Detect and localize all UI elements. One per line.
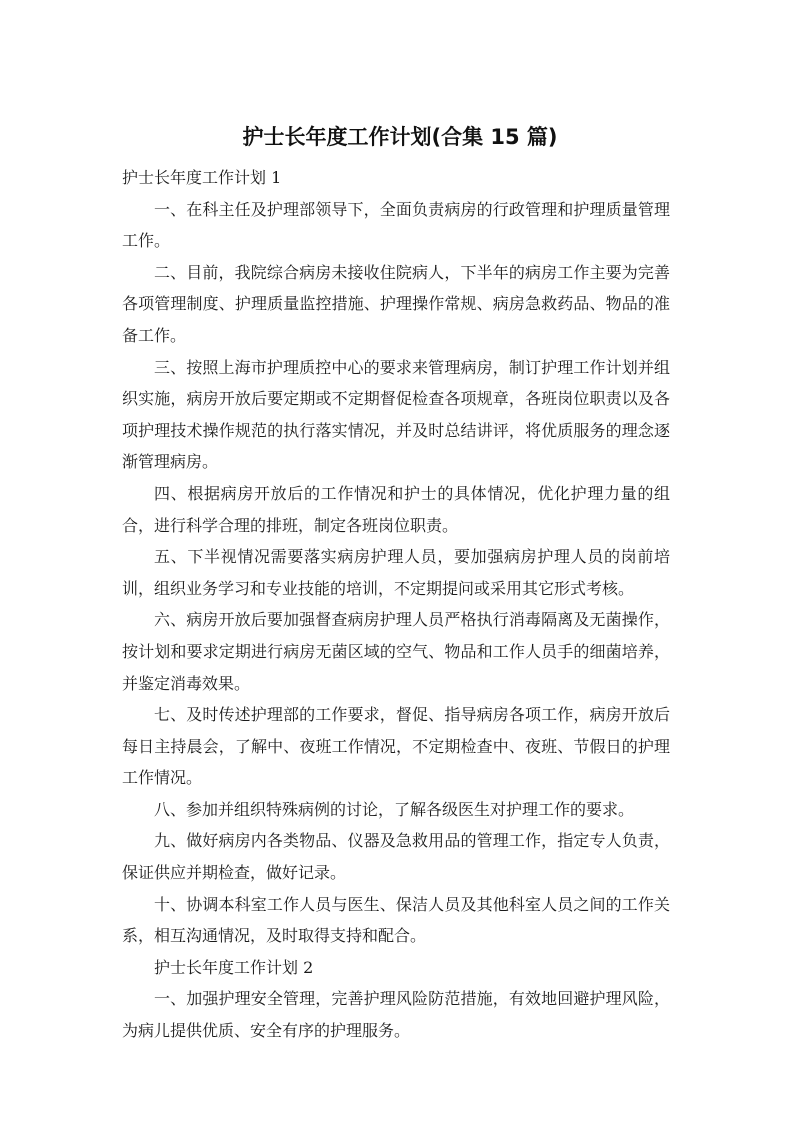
- paragraph: 五、下半视情况需要落实病房护理人员，要加强病房护理人员的岗前培训，组织业务学习和专业技能的培训，不定期提问或采用其它形式考核。: [122, 547, 670, 598]
- section-heading-1: 护士长年度工作计划 1: [122, 168, 282, 187]
- paragraph: 八、参加并组织特殊病例的讨论，了解各级医生对护理工作的要求。: [154, 799, 635, 819]
- paragraph: 一、在科主任及护理部领导下，全面负责病房的行政管理和护理质量管理工作。: [122, 199, 670, 251]
- paragraph: 十、协调本科室工作人员与医生、保洁人员及其他科室人员之间的工作关系，相互沟通情况，及时取得支持和配合。: [122, 894, 670, 946]
- paragraph: 三、按照上海市护理质控中心的要求来管理病房，制订护理工作计划并组织实施，病房开放后要定期或不定期督促检查各项规章，各班岗位职责以及各项护理技术操作规范的执行落实情况，并及时总结讲评，将优质服务的理念逐渐管理病房。: [122, 357, 670, 472]
- document-title: 护士长年度工作计划(合集 15 篇): [242, 125, 558, 149]
- paragraph: 七、及时传述护理部的工作要求，督促、指导病房各项工作，病房开放后每日主持晨会，了解中、夜班工作情况，不定期检查中、夜班、节假日的护理工作情况。: [122, 705, 670, 788]
- paragraph: 九、做好病房内各类物品、仪器及急救用品的管理工作，指定专人负责，保证供应并期检查，做好记录。: [122, 831, 670, 883]
- section-heading-2: 护士长年度工作计划 2: [154, 957, 314, 977]
- paragraph: 一、加强护理安全管理，完善护理风险防范措施，有效地回避护理风险，为病儿提供优质、安全有序的护理服务。: [122, 989, 670, 1041]
- paragraph: 六、病房开放后要加强督查病房护理人员严格执行消毒隔离及无菌操作，按计划和要求定期进行病房无菌区域的空气、物品和工作人员手的细菌培养，并鉴定消毒效果。: [122, 610, 670, 693]
- paragraph: 四、根据病房开放后的工作情况和护士的具体情况，优化护理力量的组合，进行科学合理的排班，制定各班岗位职责。: [122, 483, 670, 535]
- document-body: [122, 162, 670, 1047]
- paragraph: 二、目前，我院综合病房未接收住院病人，下半年的病房工作主要为完善各项管理制度、护理质量监控措施、护理操作常规、病房急救药品、物品的准备工作。: [122, 262, 670, 345]
